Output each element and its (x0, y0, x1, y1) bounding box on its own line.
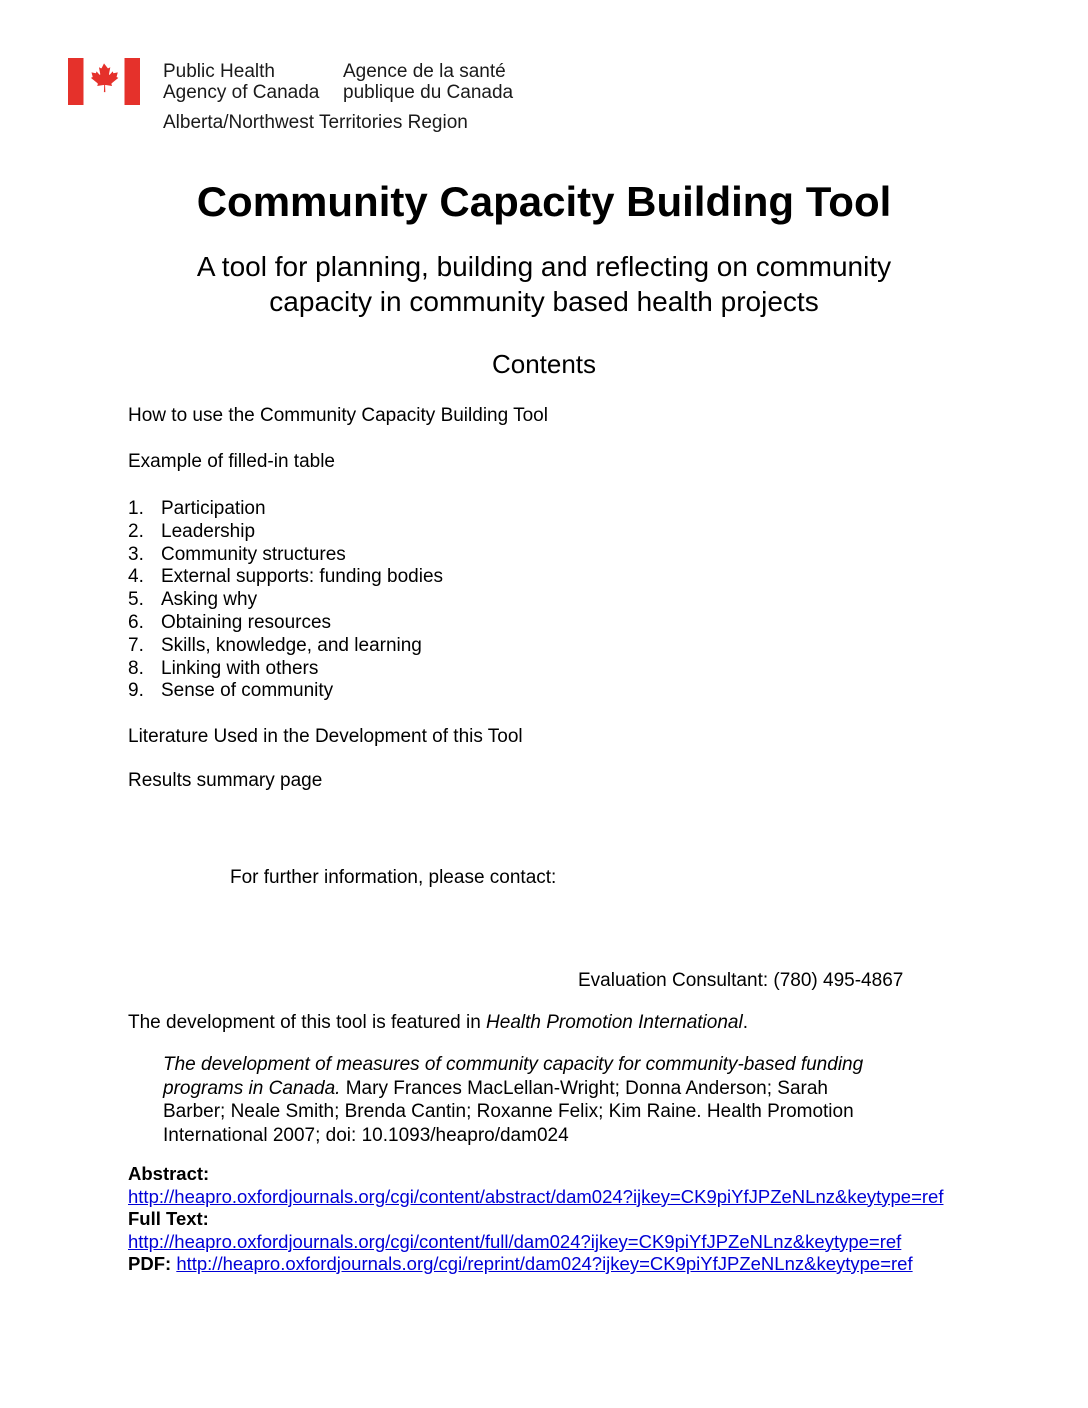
toc-item-number: 5. (128, 589, 144, 611)
toc-item-number: 9. (128, 680, 144, 702)
toc-numbered-item (128, 544, 443, 567)
agency-name-fr-line2: publique du Canada (343, 82, 514, 103)
toc-item-number: 4. (128, 566, 144, 588)
toc-item-number: 6. (128, 611, 144, 633)
agency-name-en-line1: Public Health (163, 61, 275, 82)
contents-heading: Contents (491, 349, 597, 379)
page-subtitle-line1: A tool for planning, building and reflecting on community (196, 251, 892, 282)
toc-item-label: Community structures (161, 543, 346, 565)
toc-item-label: Participation (161, 498, 266, 519)
toc-item-label: Skills, knowledge, and learning (161, 634, 422, 656)
featured-prefix: The development of this tool is featured in (128, 1012, 487, 1033)
toc-item-number: 2. (128, 520, 144, 542)
contact-consultant-phone: Evaluation Consultant: (780) 495-4867 (578, 970, 904, 991)
abstract-link-row (128, 1163, 943, 1186)
toc-numbered-item (128, 521, 443, 544)
toc-item-number: 3. (128, 543, 144, 565)
toc-numbered-item (128, 498, 443, 521)
agency-name-english (163, 61, 319, 103)
abstract-label: Abstract: (128, 1163, 210, 1184)
region-label: Alberta/Northwest Territories Region (163, 112, 468, 133)
toc-item-label: Leadership (161, 520, 256, 542)
toc-item-literature: Literature Used in the Development of this Tool (128, 726, 523, 747)
toc-item-label: Asking why (161, 589, 258, 611)
page-subtitle (0, 249, 1088, 319)
toc-item-label: Sense of community (161, 680, 334, 702)
toc-item-example-table: Example of filled-in table (128, 451, 335, 472)
fulltext-url-row (128, 1231, 943, 1254)
toc-item-results-summary: Results summary page (128, 770, 323, 791)
toc-item-number: 7. (128, 634, 144, 656)
citation-article-title: The development of measures of community capacity for community-based funding programs in Canada. (163, 1054, 864, 1099)
toc-item-number: 8. (128, 657, 144, 679)
toc-numbered-item (128, 566, 443, 589)
abstract-link[interactable]: http://heapro.oxfordjournals.org/cgi/content/abstract/dam024?ijkey=CK9piYfJPZeNLnz&keytype=ref (128, 1185, 944, 1207)
journal-name: Health Promotion International (486, 1012, 743, 1033)
contact-label: For further information, please contact: (230, 867, 557, 888)
toc-numbered-item (128, 589, 443, 612)
toc-item-label: Linking with others (161, 657, 319, 679)
agency-name-fr-line1: Agence de la santé (343, 61, 506, 82)
page-subtitle-line2: capacity in community based health projects (269, 286, 819, 317)
toc-item-label: Obtaining resources (161, 611, 332, 633)
toc-item-label: External supports: funding bodies (161, 566, 444, 588)
page-title: Community Capacity Building Tool (196, 178, 892, 225)
toc-item-number: 1. (128, 498, 144, 519)
article-links (128, 1163, 943, 1276)
toc-numbered-list (128, 498, 443, 703)
article-citation (163, 1053, 891, 1147)
fulltext-link[interactable]: http://heapro.oxfordjournals.org/cgi/content/full/dam024?ijkey=CK9piYfJPZeNLnz&keytype=ref (128, 1230, 902, 1252)
agency-name-en-line2: Agency of Canada (163, 82, 320, 103)
toc-item-how-to-use: How to use the Community Capacity Building Tool (128, 405, 548, 426)
pdf-link[interactable]: http://heapro.oxfordjournals.org/cgi/reprint/dam024?ijkey=CK9piYfJPZeNLnz&keytype=ref (176, 1253, 913, 1274)
toc-numbered-item (128, 635, 443, 658)
citation-authors: Mary Frances MacLellan-Wright; Donna Anderson; Sarah Barber; Neale Smith; Brenda Cantin; Roxanne Felix; Kim Raine. Health Promotion International 2007; doi: 10.1093/heapro/dam024 (163, 1077, 854, 1146)
canada-flag-icon (68, 58, 140, 110)
abstract-url-row (128, 1186, 943, 1209)
pdf-link-row (128, 1253, 943, 1276)
toc-numbered-item (128, 612, 443, 635)
toc-numbered-item (128, 658, 443, 681)
toc-numbered-item (128, 680, 443, 703)
featured-suffix: . (742, 1012, 748, 1033)
featured-in-note (128, 1011, 748, 1034)
fulltext-label: Full Text: (128, 1208, 209, 1229)
pdf-label: PDF: (128, 1253, 172, 1274)
agency-name-french (343, 61, 513, 103)
fulltext-link-row (128, 1208, 943, 1231)
